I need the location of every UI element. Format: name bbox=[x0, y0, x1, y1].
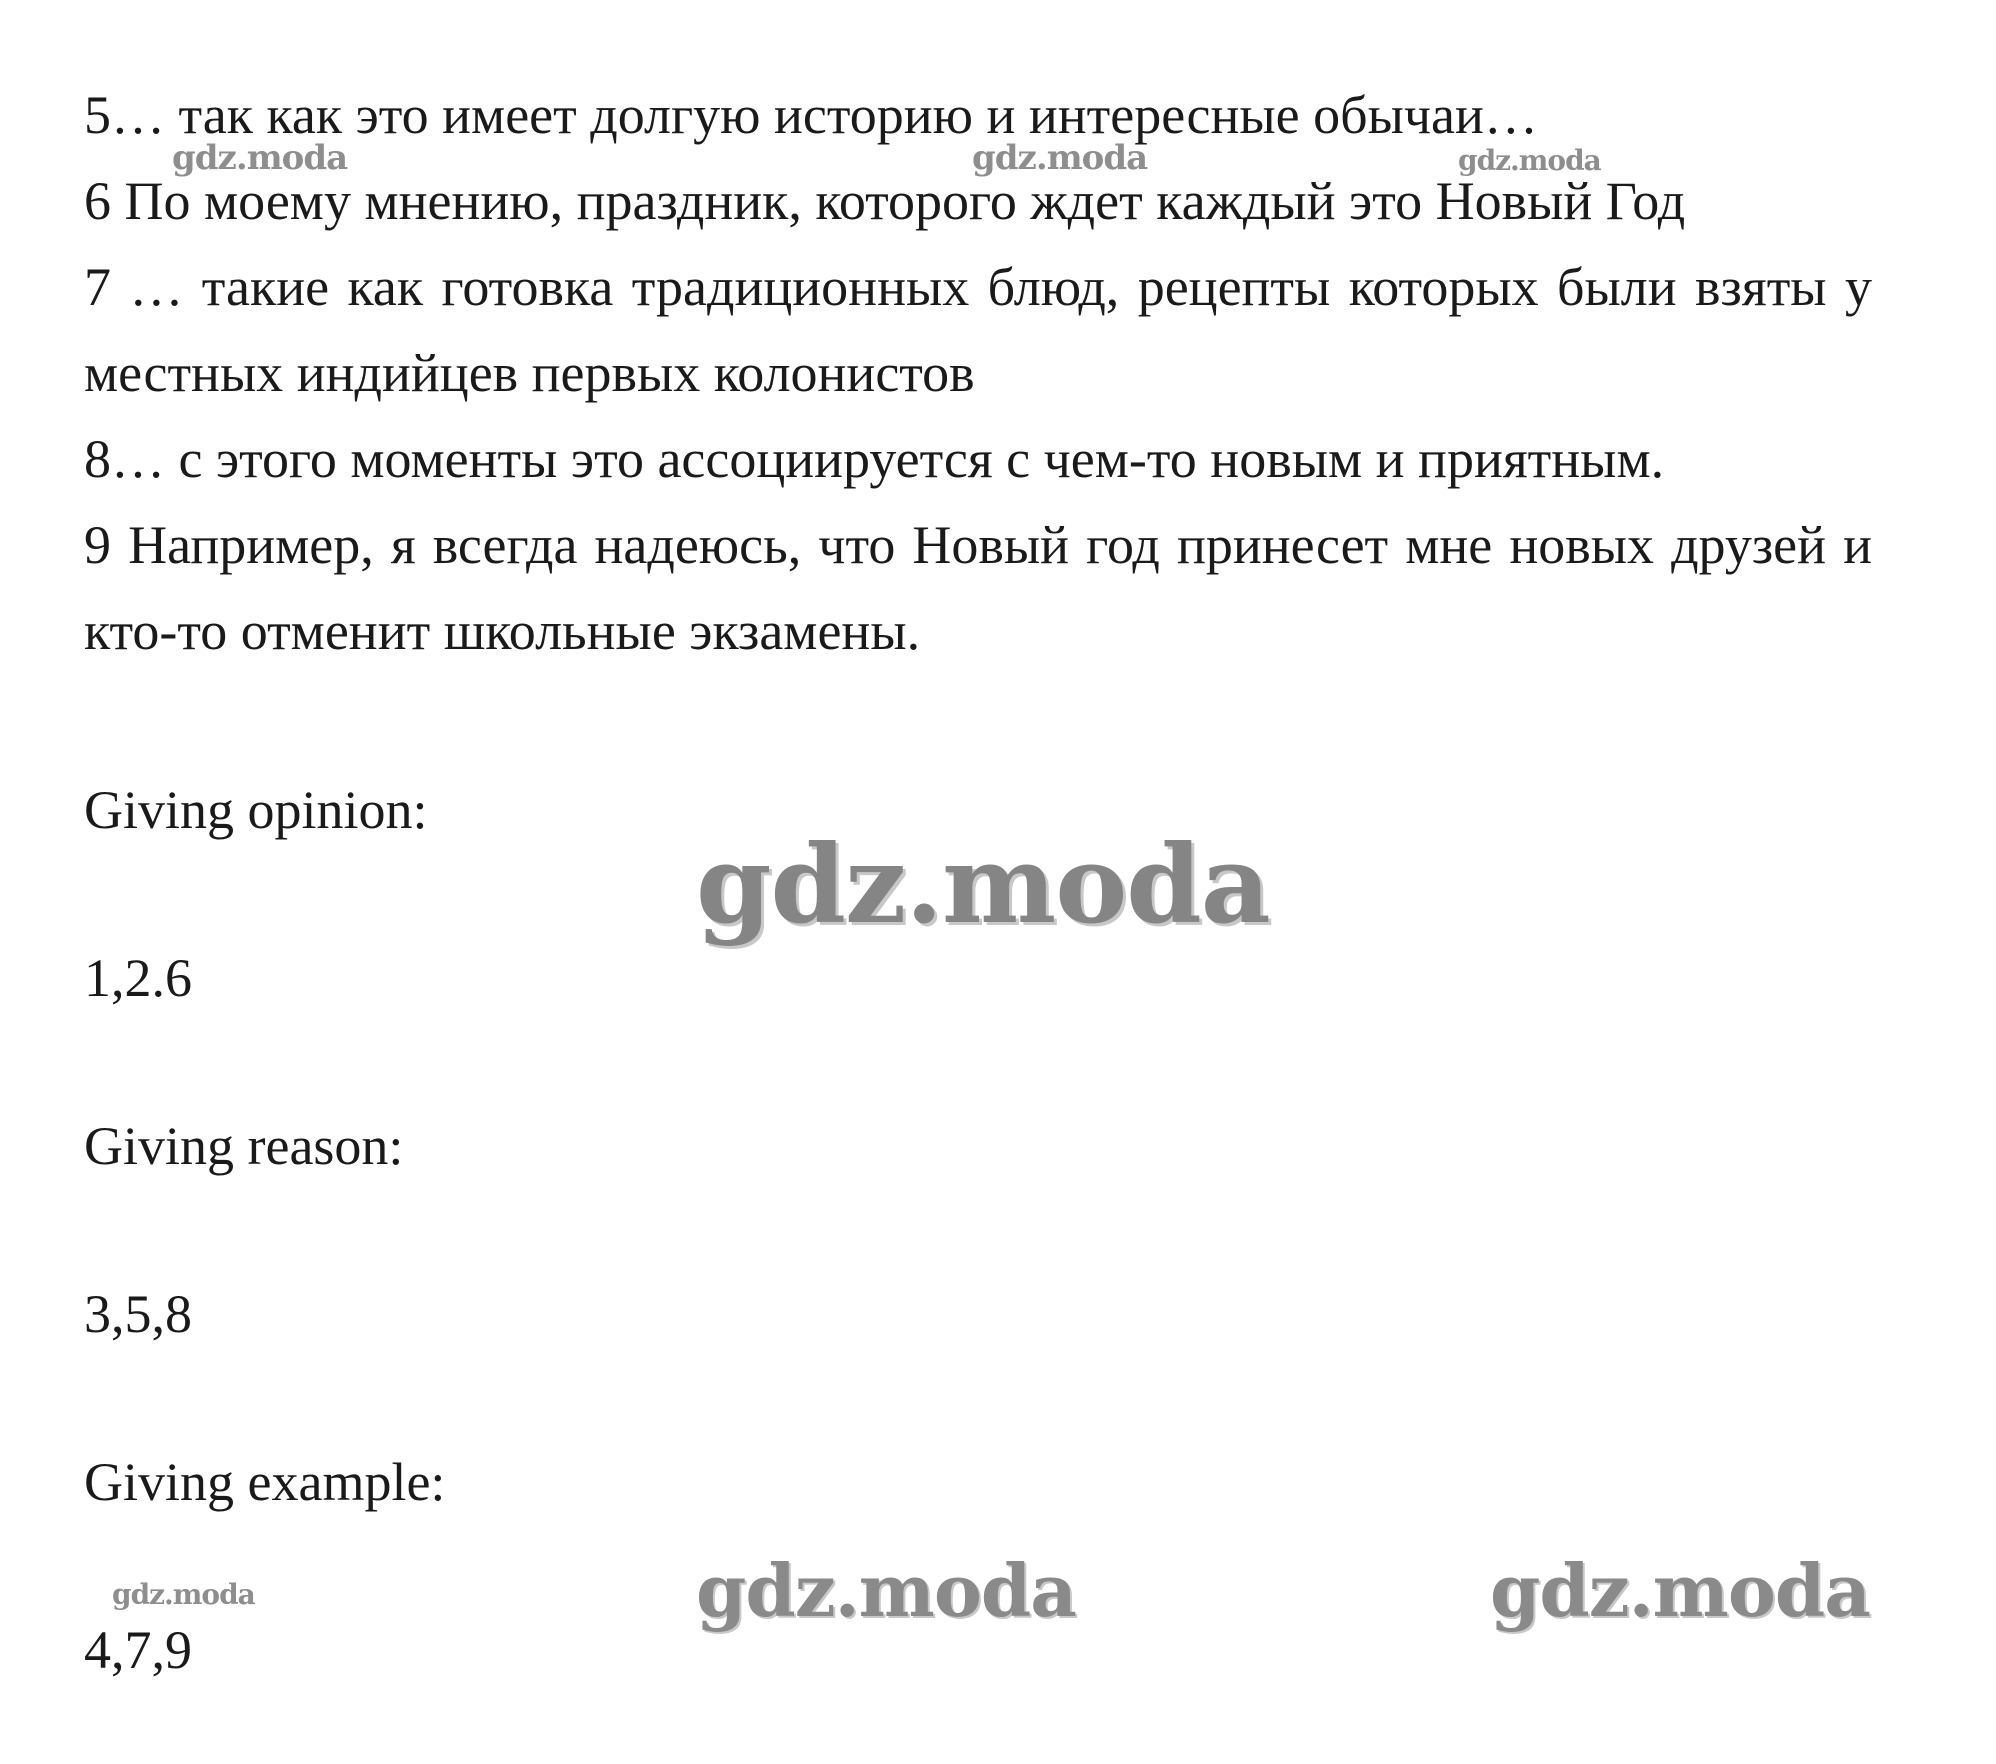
giving-opinion-label: Giving opinion: bbox=[84, 780, 428, 840]
watermark-logo: gdz.moda bbox=[1458, 144, 1601, 177]
watermark-logo: gdz.moda bbox=[1490, 1548, 1870, 1633]
watermark-logo: gdz.moda bbox=[112, 1578, 255, 1611]
answer-line-9: 9 Например, я всегда надеюсь, что Новый год принесет мне новых друзей и кто-то отменит школьные экзамены. bbox=[84, 515, 1872, 661]
answer-line-8: 8… с этого моменты это ассоциируется с чем-то новым и приятным. bbox=[84, 429, 1665, 489]
answer-line-7: 7 … такие как готовка традиционных блюд, рецепты которых были взяты у местных индийцев первых колонистов bbox=[84, 257, 1872, 403]
giving-reason-value: 3,5,8 bbox=[84, 1284, 192, 1344]
watermark-logo: gdz.moda bbox=[172, 138, 348, 178]
answer-line-5: 5… так как это имеет долгую историю и интересные обычаи… bbox=[84, 85, 1538, 145]
watermark-logo: gdz.moda bbox=[696, 822, 1270, 948]
giving-example-label: Giving example: bbox=[84, 1452, 446, 1512]
giving-opinion-value: 1,2.6 bbox=[84, 948, 192, 1008]
watermark-logo: gdz.moda bbox=[696, 1548, 1076, 1633]
giving-example-value: 4,7,9 bbox=[84, 1620, 192, 1680]
answer-line-6: 6 По моему мнению, праздник, которого ждет каждый это Новый Год bbox=[84, 171, 1686, 231]
giving-reason-label: Giving reason: bbox=[84, 1116, 404, 1176]
watermark-logo: gdz.moda bbox=[972, 138, 1148, 178]
